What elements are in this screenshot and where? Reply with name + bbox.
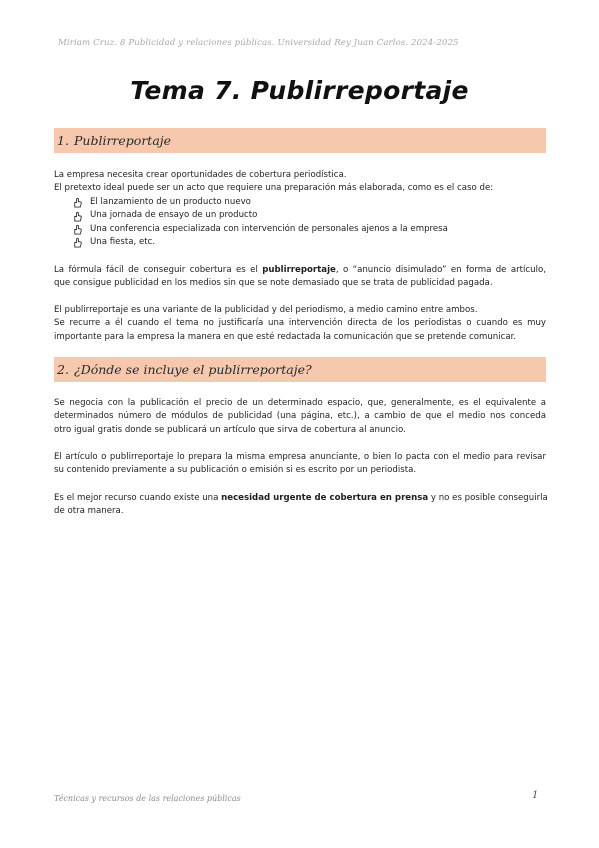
header-note: Miriam Cruz. 8 Publicidad y relaciones públicas. Universidad Rey Juan Carlos. 2024-2025	[58, 38, 459, 48]
paragraph	[54, 451, 546, 478]
list-item-text: Una jornada de ensayo de un producto	[90, 210, 258, 221]
bold-term: necesidad urgente de cobertura en prensa	[221, 493, 429, 503]
text-line: importante para la empresa la manera en que esté redactada la comunicación que se pretende comunicar.	[54, 331, 517, 342]
text-run: Es el mejor recurso cuando existe una	[54, 493, 222, 503]
text-line: determinados número de módulos de publicidad (una página, etc.), a cambio de que el medio nos conceda	[54, 411, 546, 422]
list-item	[72, 209, 532, 222]
bold-term: publirreportaje	[262, 265, 336, 275]
list-item	[72, 223, 532, 236]
text-line: su contenido previamente a su publicación o emisión si es escrito por un periodista.	[54, 465, 417, 476]
section-heading-1	[54, 128, 546, 153]
footer-note: Técnicas y recursos de las relaciones públicas	[54, 794, 241, 803]
list-item-text: Una fiesta, etc.	[90, 237, 156, 248]
list-item-text: Una conferencia especializada con intervención de personales ajenos a la empresa	[90, 223, 448, 234]
list-item	[72, 236, 532, 249]
text-run: y no es posible conseguirla	[428, 493, 548, 503]
text-line: Se recurre a él cuando el tema no justificaría una intervención directa de los periodistas o cuando es muy	[54, 318, 546, 329]
paragraph	[54, 264, 546, 291]
text-line: El publirreportaje es una variante de la publicidad y del periodismo, a medio camino entre ambos.	[54, 305, 478, 315]
text-line	[54, 264, 546, 277]
section-heading-2	[54, 357, 546, 382]
section-number: 1.	[57, 133, 69, 148]
list-item	[72, 196, 532, 209]
text-line: La empresa necesita crear oportunidades de cobertura periodística.	[54, 170, 347, 180]
section-number: 2.	[57, 362, 69, 377]
hand-pointing-icon	[72, 197, 83, 208]
section-title: ¿Dónde se incluye el publirreportaje?	[74, 362, 312, 377]
hand-pointing-icon	[72, 211, 83, 222]
text-line: El pretexto ideal puede ser un acto que requiere una preparación más elaborada, como es el caso de:	[54, 183, 494, 194]
section-title: Publirreportaje	[74, 133, 172, 148]
paragraph	[54, 304, 546, 344]
page-title: Tema 7. Publirreportaje	[130, 76, 469, 105]
text-line: Se negocia con la publicación el precio de un determinado espacio, que, generalmente, es el equivalente a	[54, 398, 546, 408]
paragraph	[54, 397, 546, 437]
text-run: La fórmula fácil de conseguir cobertura es el	[54, 265, 263, 275]
text-line	[54, 492, 546, 505]
text-line: El artículo o publirreportaje lo prepara la misma empresa anunciante, o bien lo pacta con el medio para revisar	[54, 452, 546, 462]
list-item-text: El lanzamiento de un producto nuevo	[90, 197, 251, 207]
hand-pointing-icon	[72, 237, 83, 248]
bullet-list	[72, 196, 532, 250]
page-number: 1	[532, 790, 539, 801]
paragraph	[54, 169, 546, 196]
text-line: otro igual gratis donde se publicará un artículo que sirva de cobertura al anuncio.	[54, 424, 406, 435]
text-run: , o “anuncio disimulado” en forma de artículo,	[335, 265, 546, 275]
hand-pointing-icon	[72, 224, 83, 235]
paragraph	[54, 492, 546, 519]
text-line: que consigue publicidad en los medios sin que se note demasiado que se trata de publicidad pagada.	[54, 278, 493, 289]
text-line: de otra manera.	[54, 506, 124, 517]
